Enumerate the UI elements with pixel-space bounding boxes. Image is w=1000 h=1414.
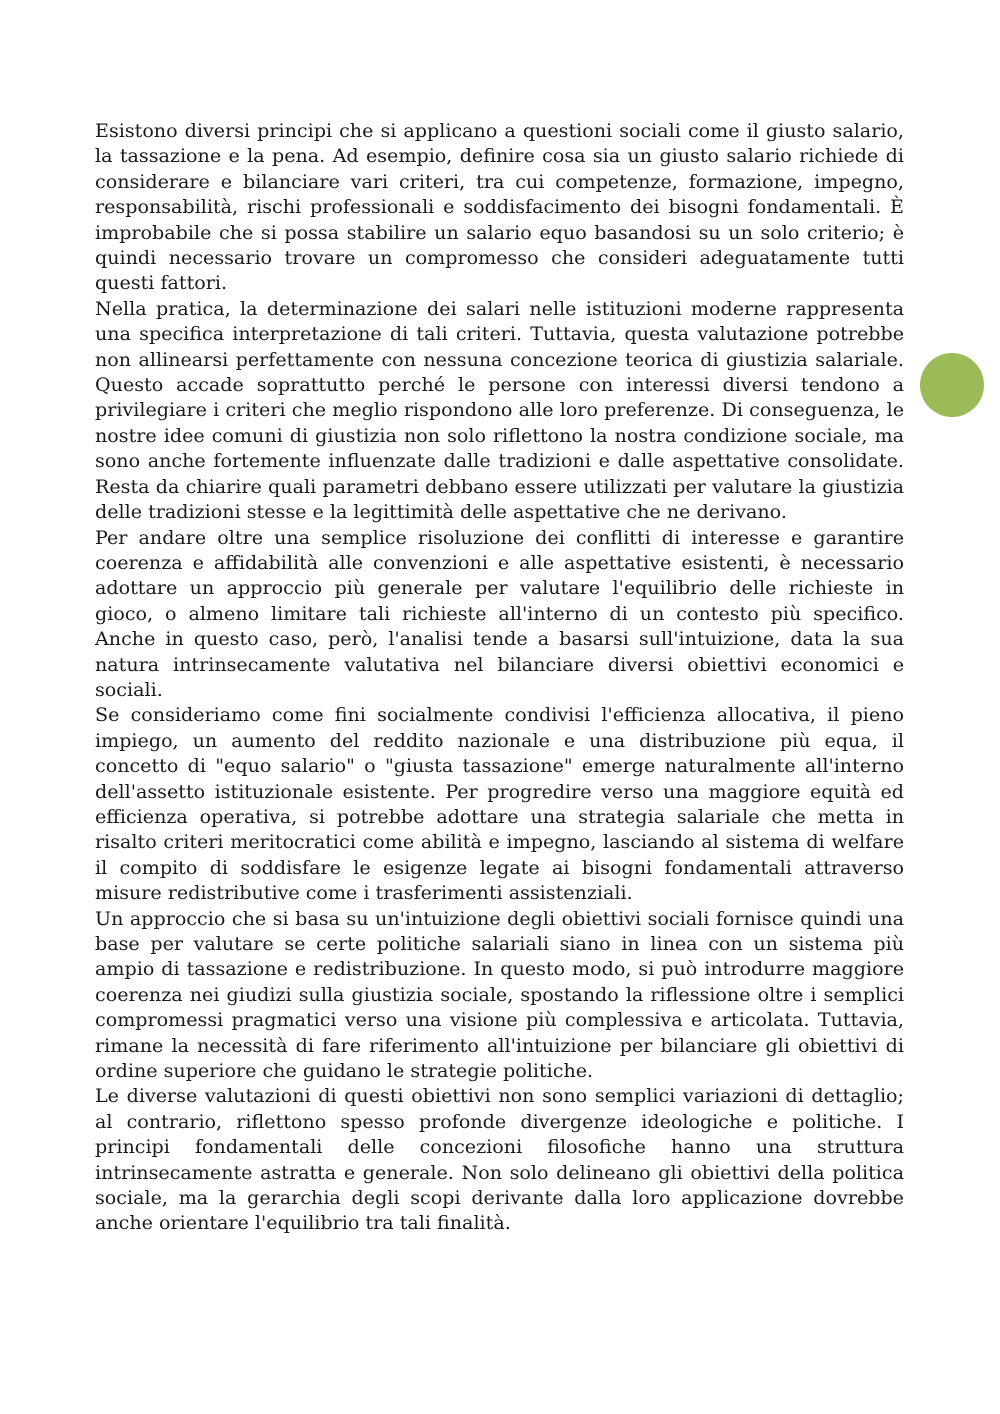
paragraph-4: Se consideriamo come fini socialmente condivisi l'efficienza allocativa, il pieno impiego, un aumento del reddito nazionale e una distribuzione più equa, il concetto di "equo salario" o "giusta tassazione" emerge naturalmente all'interno dell'assetto istituzionale esistente. Per progredire verso una maggiore equità ed efficienza operativa, si potrebbe adottare una strategia salariale che metta in risalto criteri meritocratici come abilità e impegno, lasciando al sistema di welfare il compito di soddisfare le esigenze legate ai bisogni fondamentali attraverso misure redistributive come i trasferimenti assistenziali.: [95, 703, 904, 905]
green-circle-marker: [920, 353, 984, 417]
paragraph-2: Nella pratica, la determinazione dei salari nelle istituzioni moderne rappresenta una specifica interpretazione di tali criteri. Tuttavia, questa valutazione potrebbe non allinearsi perfettamente con nessuna concezione teorica di giustizia salariale. Questo accade soprattutto perché le persone con interessi diversi tendono a privilegiare i criteri che meglio rispondono alle loro preferenze. Di conseguenza, le nostre idee comuni di giustizia non solo riflettono la nostra condizione sociale, ma sono anche fortemente influenzate dalle tradizioni e dalle aspettative consolidate. Resta da chiarire quali parametri debbano essere utilizzati per valutare la giustizia delle tradizioni stesse e la legittimità delle aspettative che ne derivano.: [95, 296, 904, 524]
paragraph-6: Le diverse valutazioni di questi obiettivi non sono semplici variazioni di dettaglio; al contrario, riflettono spesso profonde divergenze ideologiche e politiche. I principi fondamentali delle concezioni filosofiche hanno una struttura intrinsecamente astratta e generale. Non solo delineano gli obiettivi della politica sociale, ma la gerarchia degli scopi derivante dalla loro applicazione dovrebbe anche orientare l'equilibrio tra tali finalità.: [95, 1084, 904, 1235]
page-body: [95, 118, 904, 1236]
paragraph-1: Esistono diversi principi che si applicano a questioni sociali come il giusto salario, la tassazione e la pena. Ad esempio, definire cosa sia un giusto salario richiede di considerare e bilanciare vari criteri, tra cui competenze, formazione, impegno, responsabilità, rischi professionali e soddisfacimento dei bisogni fondamentali. È improbabile che si possa stabilire un salario equo basandosi su un solo criterio; è quindi necessario trovare un compromesso che consideri adeguatamente tutti questi fattori.: [95, 119, 904, 295]
paragraph-5: Un approccio che si basa su un'intuizione degli obiettivi sociali fornisce quindi una base per valutare se certe politiche salariali siano in linea con un sistema più ampio di tassazione e redistribuzione. In questo modo, si può introdurre maggiore coerenza nei giudizi sulla giustizia sociale, spostando la riflessione oltre i semplici compromessi pragmatici verso una visione più complessiva e articolata. Tuttavia, rimane la necessità di fare riferimento all'intuizione per bilanciare gli obiettivi di ordine superiore che guidano le strategie politiche.: [95, 906, 904, 1083]
paragraph-3: Per andare oltre una semplice risoluzione dei conflitti di interesse e garantire coerenza e affidabilità alle convenzioni e alle aspettative esistenti, è necessario adottare un approccio più generale per valutare l'equilibrio delle richieste in gioco, o almeno limitare tali richieste all'interno di un contesto più specifico. Anche in questo caso, però, l'analisi tende a basarsi sull'intuizione, data la sua natura intrinsecamente valutativa nel bilanciare diversi obiettivi economici e sociali.: [95, 525, 904, 701]
